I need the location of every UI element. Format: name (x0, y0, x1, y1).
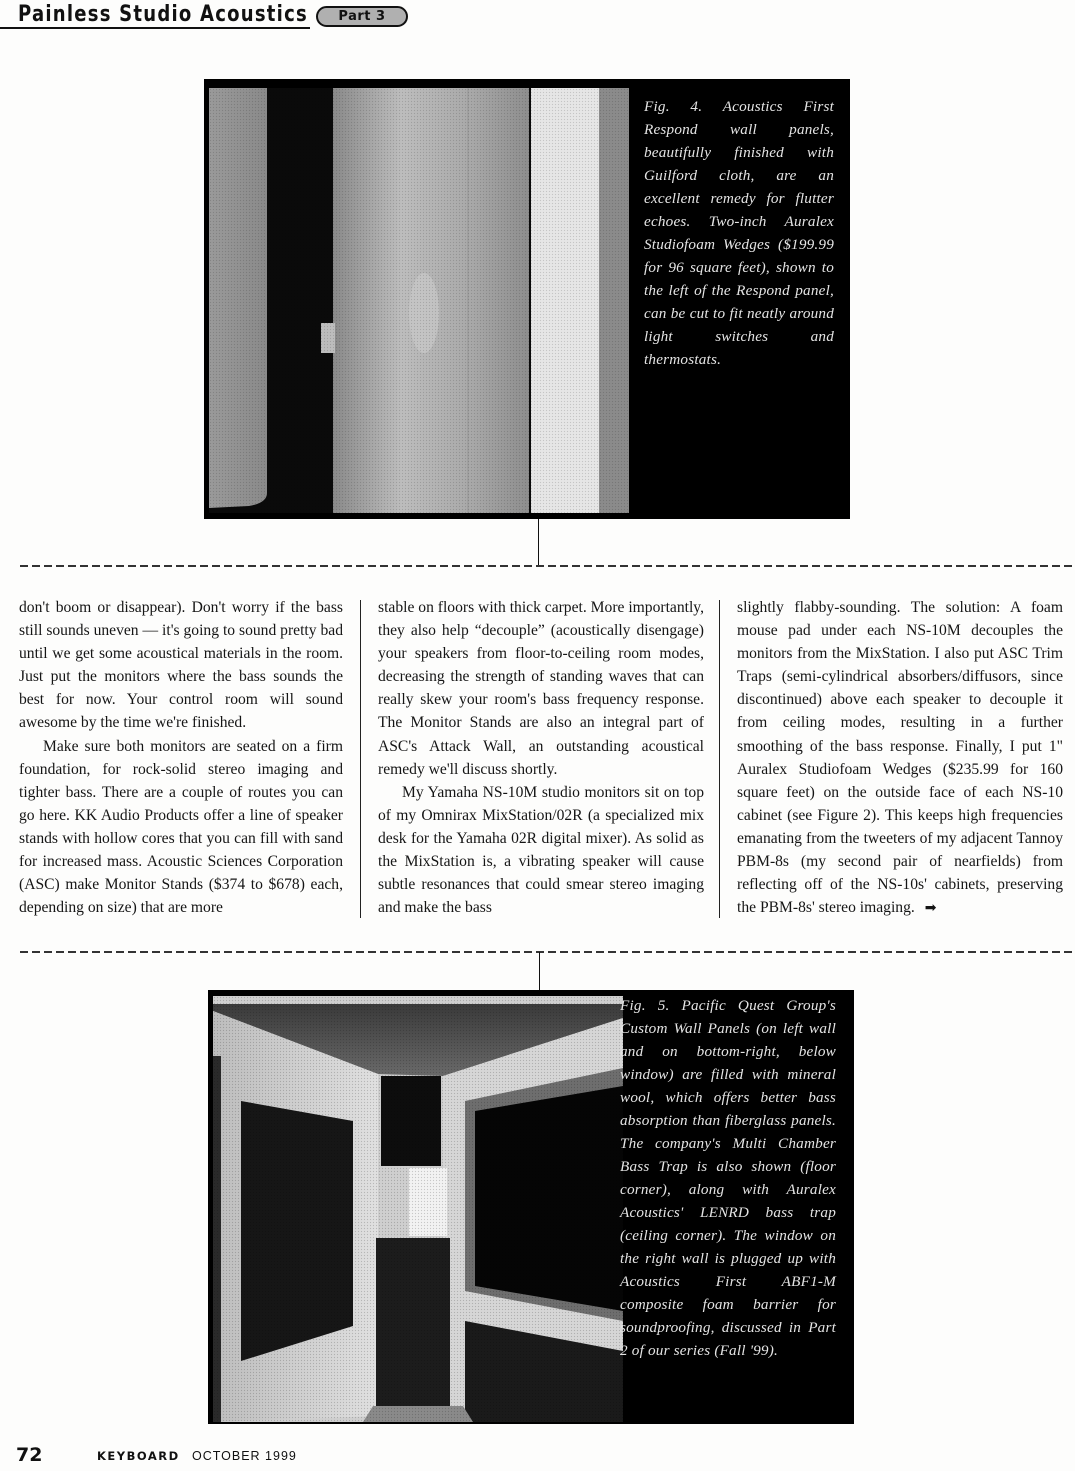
article-column-2 (378, 596, 704, 919)
figure-connector-line (538, 519, 539, 566)
paragraph: don't boom or disappear). Don't worry if the bass still sounds uneven — it's going to sound pretty bad until we get some acoustical materials in the room. Just put the monitors where the bass sounds the best for now. Your control room will sound awesome by the time we're finished. (19, 599, 343, 732)
column-divider (360, 600, 361, 918)
continued-arrow-icon: ➡ (924, 900, 937, 917)
issue-date: OCTOBER 1999 (192, 1449, 297, 1463)
figure-4-photo (209, 88, 629, 513)
figure-5 (208, 990, 854, 1424)
figure-5-photo (213, 996, 623, 1422)
column-divider (719, 600, 720, 918)
article-column-1 (19, 596, 343, 919)
magazine-name: KEYBOARD (97, 1449, 180, 1463)
header-rule (0, 27, 310, 29)
respond-panel-photo-image (209, 88, 629, 513)
figure-4-caption: Fig. 4. Acoustics First Respond wall panels, beautifully finished with Guilford cloth, are an excellent remedy for flutter echoes. Two-inch Auralex Studiofoam Wedges ($199.99 for 96 square feet), shown to the left of the Respond panel, can be cut to fit neatly around light switches and thermostats. (644, 98, 834, 368)
running-header (0, 0, 420, 32)
article-column-3 (737, 596, 1063, 920)
figure-4 (204, 79, 850, 519)
room-corner-photo-image (213, 996, 623, 1422)
dashed-separator-top (20, 565, 1075, 567)
paragraph: stable on floors with thick carpet. More importantly, they also help “decouple” (acoustically disengage) your speakers from floor-to-ceiling room modes, decreasing the strength of standing waves that can really skew your room's bass frequency response. The Monitor Stands are also an integral part of ASC's Attack Wall, an outstanding acoustical remedy we'll discuss shortly. (378, 599, 704, 778)
part-badge: Part 3 (316, 6, 408, 27)
figure-5-caption: Fig. 5. Pacific Quest Group's Custom Wall Panels (on left wall and on bottom-right, below window) are filled with mineral wool, which offers better bass absorption than fiberglass panels. The company's Multi Chamber Bass Trap is also shown (floor corner), along with Auralex Acoustics' LENRD bass trap (ceiling corner). The window on the right wall is plugged up with Acoustics First ABF1-M composite foam barrier for soundproofing, discussed in Part 2 of our series (Fall '99). (620, 997, 836, 1359)
paragraph: Make sure both monitors are seated on a firm foundation, for rock-solid stereo imaging and tighter bass. There are a couple of routes you can go here. KK Audio Products offer a line of speaker stands with hollow cores that you can fill with sand for increased mass. Acoustic Sciences Corporation (ASC) make Monitor Stands ($374 to $678) each, depending on size) that are more (19, 737, 343, 917)
paragraph-text: slightly flabby-sounding. The solution: A foam mouse pad under each NS-10M decouples the monitors from the MixStation. I also put ASC Trim Traps (semi-cylindrical absorbers/diffusors, since discontinued) above each speaker to decouple it from ceiling modes, resulting in a further smoothing of the bass response. Finally, I put 1" Auralex Studiofoam Wedges ($235.99 for 160 square feet) on the outside face of each NS-10 cabinet (see Figure 2). This keeps high frequencies emanating from the tweeters of my adjacent Tannoy PBM-8s (my second pair of nearfields) from reflecting off of the NS-10s' cabinets, preserving the PBM-8s' stereo imaging. (737, 599, 1063, 917)
figure-connector-line (539, 952, 540, 992)
paragraph (737, 596, 1063, 920)
page-number: 72 (16, 1444, 43, 1466)
article-series-title: Painless Studio Acoustics (18, 2, 308, 27)
dashed-separator-bottom (20, 951, 1075, 953)
page-footer (0, 1440, 400, 1470)
paragraph: My Yamaha NS-10M studio monitors sit on top of my Omnirax MixStation/02R (a specialized mix desk for the Yamaha 02R digital mixer). As solid as the MixStation is, a vibrating speaker will cause subtle resonances that could smear stereo imaging and make the bass (378, 783, 704, 917)
